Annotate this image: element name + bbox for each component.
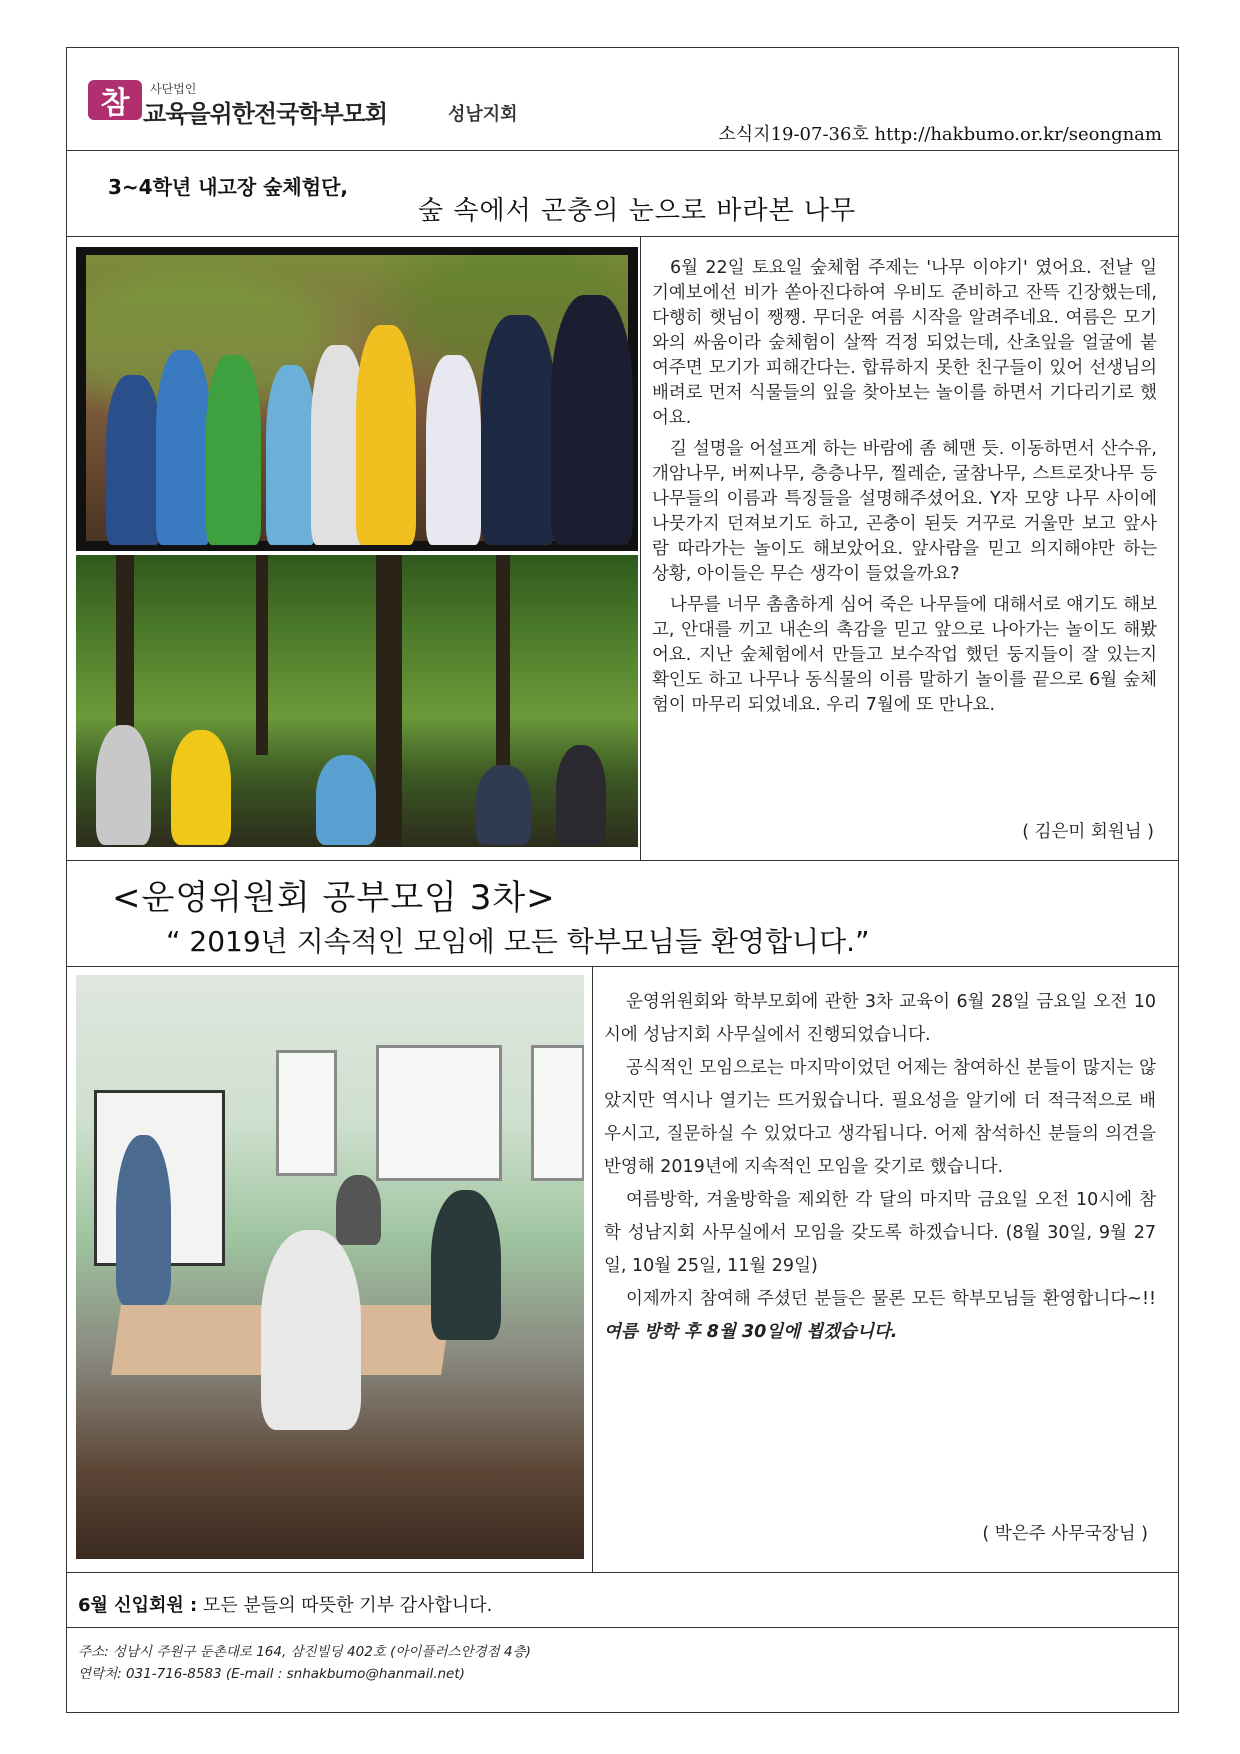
forest-circle-photo bbox=[76, 555, 638, 847]
footer-address: 주소: 성남시 주원구 둔촌대로 164, 삼진빌딩 402호 (아이플러스안경점 4층) bbox=[78, 1644, 531, 1660]
article2-body bbox=[604, 986, 1156, 1349]
org-type: 사단법인 bbox=[150, 82, 197, 96]
article1-paragraph: 나무를 너무 촘촘하게 심어 죽은 나무들에 대해서로 얘기도 해보고, 안대를 끼고 내손의 촉감을 믿고 앞으로 나아가는 놀이도 해봤어요. 지난 숲체험에서 만들고 보수작업 했던 둥지들이 잘 있는지 확인도 하고 나무나 동식물의 이름 말하기 놀이를 끝으로 6월 숲체험이 마무리 되었네요. 우리 7월에 또 만나요. bbox=[652, 595, 1157, 715]
divider bbox=[66, 150, 1179, 151]
article2-title-line2: “ 2019년 지속적인 모임에 모든 학부모님들 환영합니다.” bbox=[166, 925, 870, 958]
divider bbox=[66, 236, 1179, 237]
forest-kids-photo bbox=[76, 247, 638, 551]
article1-title-line2: 숲 속에서 곤충의 눈으로 바라본 나무 bbox=[418, 196, 857, 226]
footer-contact bbox=[78, 1641, 531, 1685]
article1-signature: ( 김은미 회원님 ) bbox=[1022, 822, 1154, 842]
new-members-label: 6월 신입회원 : bbox=[78, 1595, 198, 1616]
article1-title-line1: 3~4학년 내고장 숲체험단, bbox=[108, 175, 348, 199]
divider bbox=[66, 1572, 1179, 1573]
column-divider bbox=[640, 236, 641, 860]
article2-paragraph: 공식적인 모임으로는 마지막이었던 어제는 참여하신 분들이 많지는 않았지만 역시나 열기는 뜨거웠습니다. 필요성을 알기에 더 적극적으로 배우시고, 질문하실 수 있었다고 생각됩니다. 어제 참석하신 분들의 의견을 반영해 2019년에 지속적인 모임을 갖기로 했습니다. bbox=[604, 1058, 1156, 1177]
logo-char: 참 bbox=[100, 86, 130, 121]
divider bbox=[66, 860, 1179, 861]
article2-closing-emphasis: 여름 방학 후 8월 30일에 뵙겠습니다. bbox=[604, 1322, 898, 1342]
article1-body bbox=[652, 256, 1157, 724]
new-members-note bbox=[78, 1591, 492, 1617]
new-members-text: 모든 분들의 따뜻한 기부 감사합니다. bbox=[197, 1595, 493, 1616]
article2-signature: ( 박은주 사무국장님 ) bbox=[982, 1524, 1148, 1544]
article1-paragraph: 길 설명을 어설프게 하는 바람에 좀 헤맨 듯. 이동하면서 산수유, 개암나무, 버찌나무, 층층나무, 찔레순, 굴참나무, 스트로잣나무 등 나무들의 이름과 특징들을 설명해주셨어요. Y자 모양 나무 사이에 나뭇가지 던져보기도 하고, 곤충이 된듯 거꾸로 거울만 보고 앞사람 따라가는 놀이도 해보았어요. 앞사람을 믿고 의지해야만 하는 상황, 아이들은 무슨 생각이 들었을까요? bbox=[652, 439, 1157, 584]
issue-line: 소식지19-07-36호 http://hakbumo.or.kr/seongnam bbox=[718, 124, 1162, 145]
article2-paragraph: 운영위원회와 학부모회에 관한 3차 교육이 6월 28일 금요일 오전 10시에 성남지회 사무실에서 진행되었습니다. bbox=[604, 992, 1156, 1045]
article2-closing-text: 이제까지 참여해 주셨던 분들은 물론 모든 학부모님들 환영합니다~!! bbox=[626, 1289, 1156, 1309]
chapter-name: 성남지회 bbox=[448, 104, 518, 125]
article2-paragraph: 여름방학, 겨울방학을 제외한 각 달의 마지막 금요일 오전 10시에 참학 성남지회 사무실에서 모임을 갖도록 하겠습니다. (8월 30일, 9월 27일, 10월 25일, 11월 29일) bbox=[604, 1190, 1156, 1276]
article2-paragraph bbox=[604, 1283, 1156, 1349]
divider bbox=[66, 966, 1179, 967]
meeting-room-photo bbox=[76, 975, 584, 1559]
org-logo bbox=[88, 80, 142, 120]
org-name: 교육을위한전국학부모회 bbox=[143, 100, 388, 128]
footer-phone-email: 연락처: 031-716-8583 (E-mail : snhakbumo@hanmail.net) bbox=[78, 1666, 465, 1682]
article1-paragraph: 6월 22일 토요일 숲체험 주제는 '나무 이야기' 였어요. 전날 일기예보에선 비가 쏟아진다하여 우비도 준비하고 잔뜩 긴장했는데, 다행히 햇님이 쨍쨍. 무더운 여름 시작을 알려주네요. 여름은 모기와의 싸움이라 숲체험이 살짝 걱정 되었는데, 산초잎을 얼굴에 붙여주면 모기가 피해간다는. 합류하지 못한 친구들이 있어 선생님의 배려로 먼저 식물들의 잎을 찾아보는 놀이를 하면서 기다리기로 했어요. bbox=[652, 258, 1157, 428]
divider bbox=[66, 1627, 1179, 1628]
article2-title-line1: <운영위원회 공부모임 3차> bbox=[112, 878, 556, 918]
column-divider bbox=[592, 966, 593, 1572]
